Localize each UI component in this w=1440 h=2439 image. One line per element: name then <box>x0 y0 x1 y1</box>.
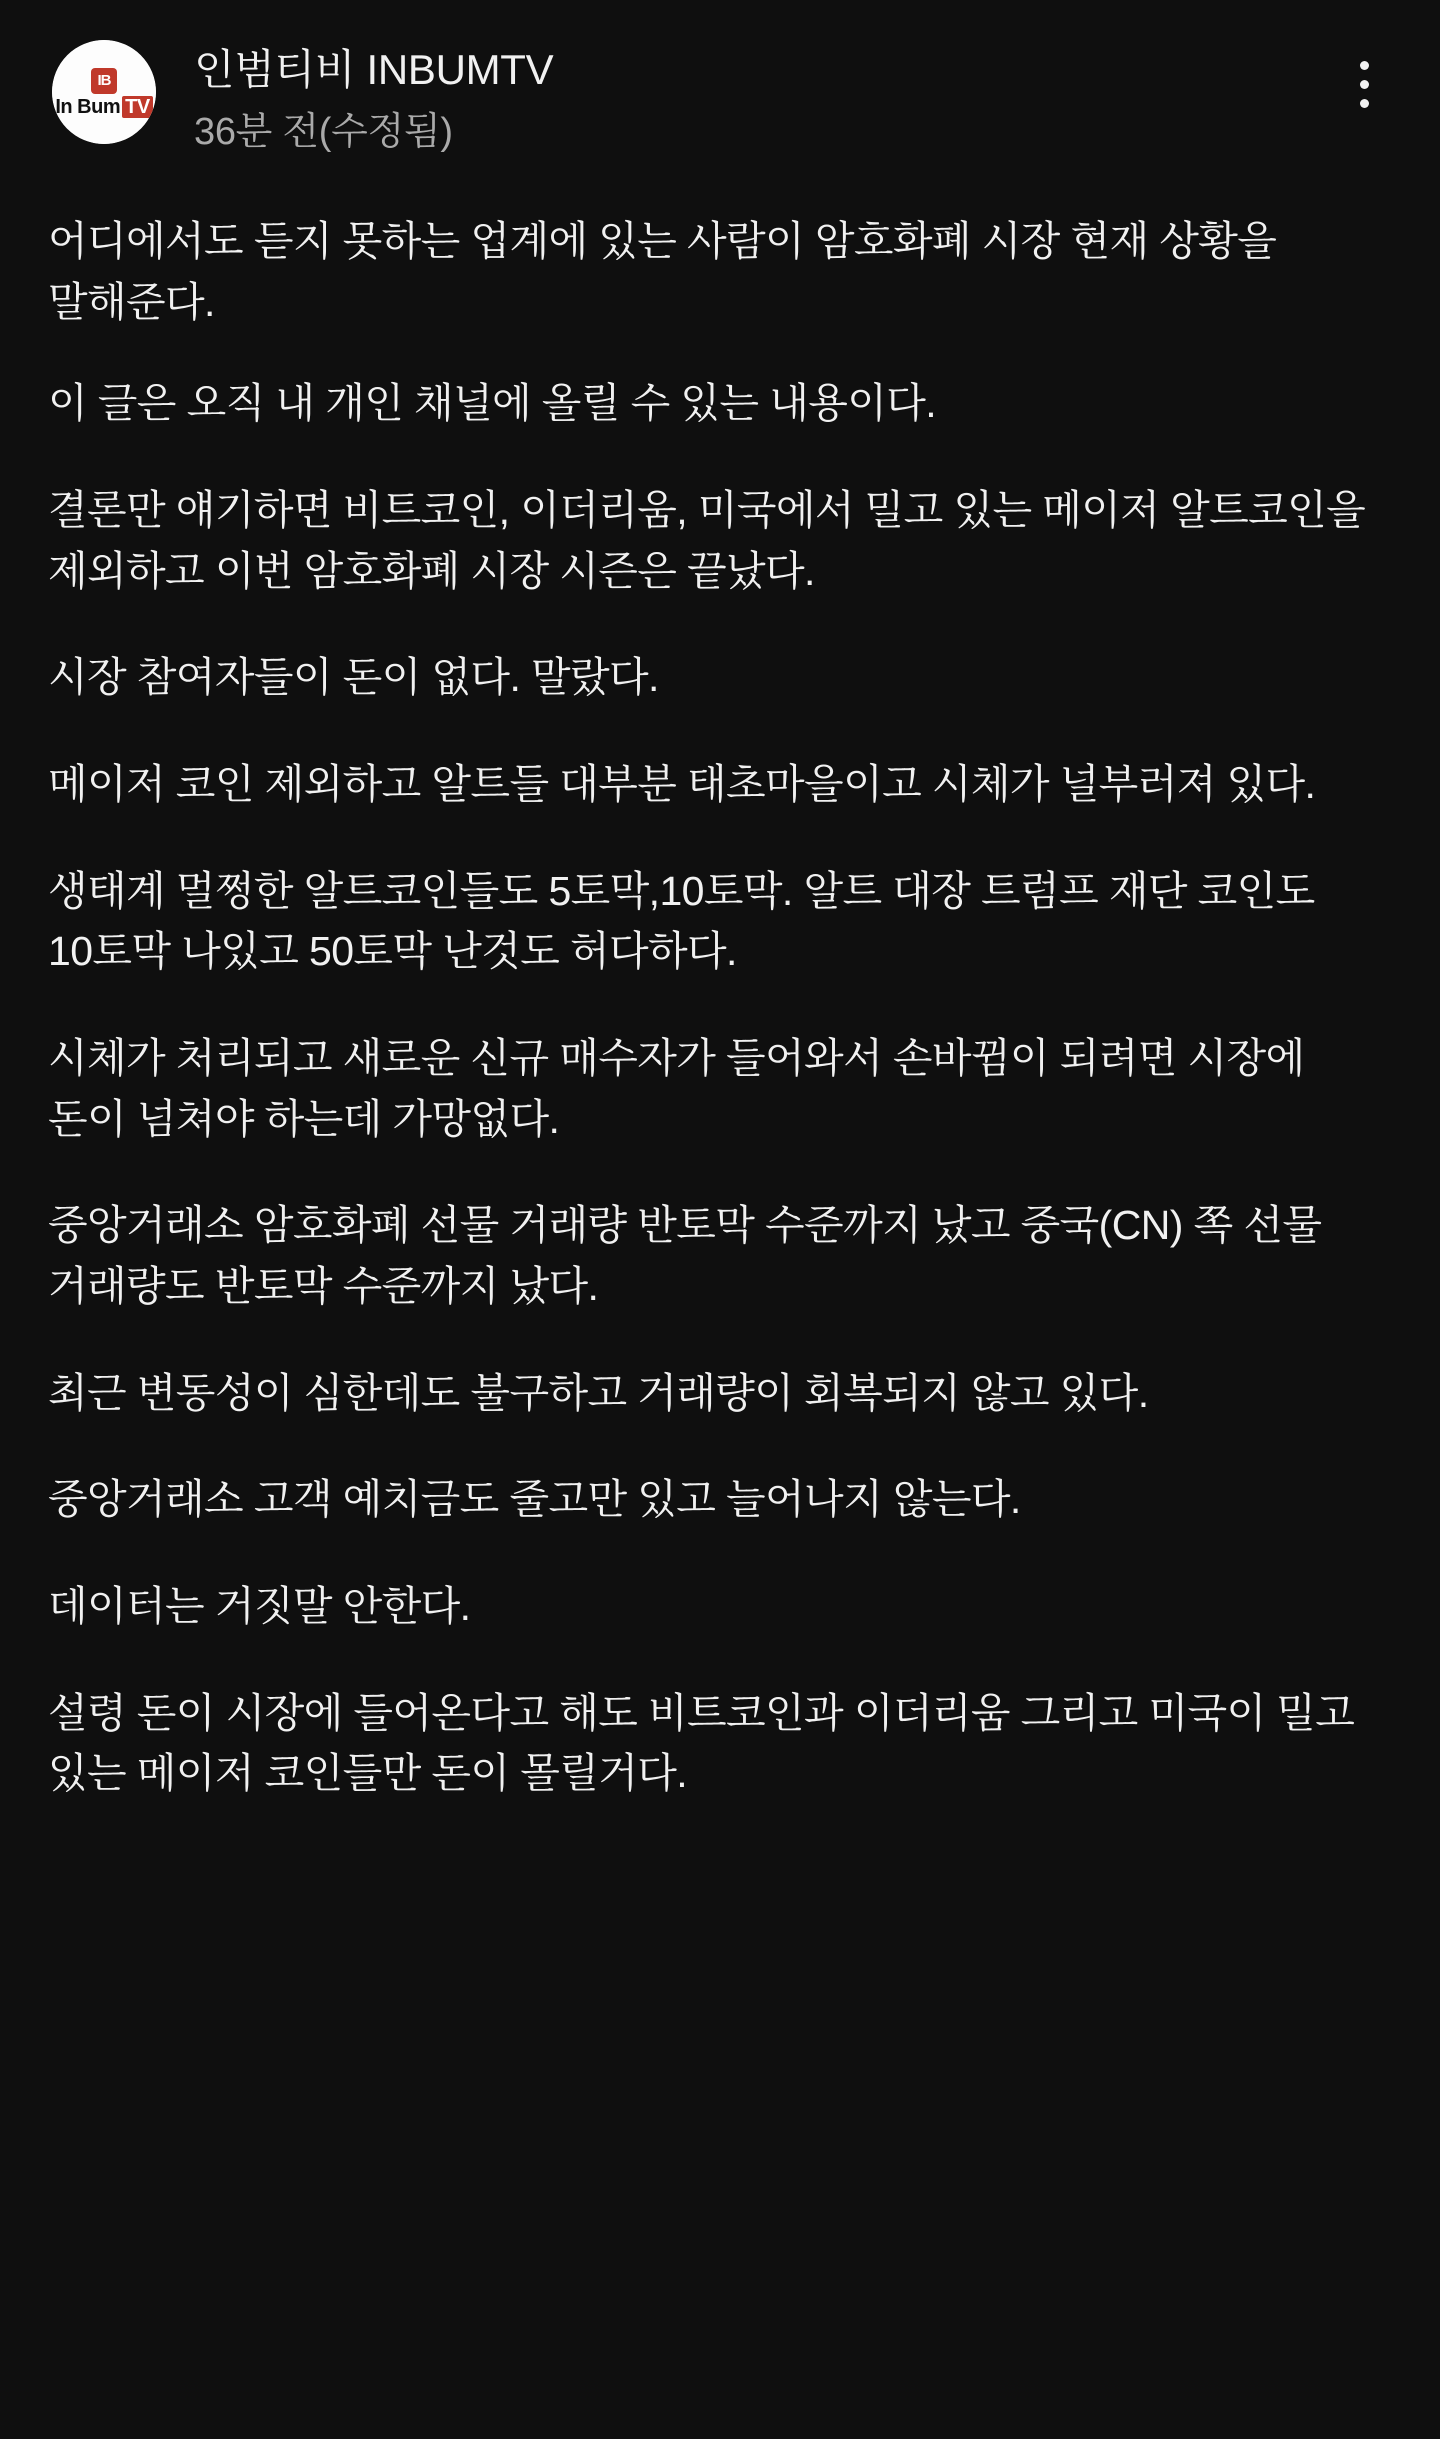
kebab-dot-1 <box>1360 61 1369 70</box>
post-paragraph: 중앙거래소 암호화폐 선물 거래량 반토막 수준까지 났고 중국(CN) 쪽 선물 거래량도 반토막 수준까지 났다. <box>48 1202 1333 1310</box>
avatar-badge-row <box>91 68 117 94</box>
avatar-logo <box>52 40 156 144</box>
post-paragraph: 데이터는 거짓말 안한다. <box>48 1583 471 1630</box>
kebab-dot-2 <box>1360 80 1369 89</box>
post-paragraph: 생태계 멀쩡한 알트코인들도 5토막,10토막. 알트 대장 트럼프 재단 코인도 10토막 나있고 50토막 난것도 허다하다. <box>48 867 1326 975</box>
avatar[interactable] <box>52 40 156 144</box>
post-paragraph: 중앙거래소 고객 예치금도 줄고만 있고 늘어나지 않는다. <box>48 1476 1021 1523</box>
post-paragraph: 어디에서도 듣지 못하는 업계에 있는 사람이 암호화폐 시장 현재 상황을 말해준다. <box>48 218 1288 325</box>
avatar-wordmark <box>55 97 152 117</box>
avatar-wordmark-main: In Bum <box>55 95 121 118</box>
channel-name[interactable]: 인범티비 INBUMTV <box>194 46 554 93</box>
post-timestamp: 36분 전(수정됨) <box>194 110 453 153</box>
post-paragraph: 이 글은 오직 내 개인 채널에 올릴 수 있는 내용이다. <box>48 380 937 427</box>
kebab-menu-icon[interactable] <box>1332 38 1396 128</box>
post-paragraph: 설령 돈이 시장에 들어온다고 해도 비트코인과 이더리움 그리고 미국이 밀고 있는 메이저 코인들만 돈이 몰릴거다. <box>48 1689 1366 1797</box>
avatar-wordmark-accent: TV <box>122 96 153 118</box>
avatar-badge-icon: IB <box>91 68 117 94</box>
post-paragraph: 메이저 코인 제외하고 알트들 대부분 태초마을이고 시체가 널부러져 있다. <box>48 761 1316 808</box>
post-paragraph: 최근 변동성이 심한데도 불구하고 거래량이 회복되지 않고 있다. <box>48 1369 1149 1416</box>
post-paragraph: 결론만 얘기하면 비트코인, 이더리움, 미국에서 밀고 있는 메이저 알트코인을 제외하고 이번 암호화폐 시장 시즌은 끝났다. <box>48 487 1376 594</box>
post-paragraph: 시장 참여자들이 돈이 없다. 말랐다. <box>48 654 659 701</box>
post-body <box>0 211 1440 1905</box>
post-paragraph: 시체가 처리되고 새로운 신규 매수자가 들어와서 손바뀜이 되려면 시장에 돈이 넘쳐야 하는데 가망없다. <box>48 1035 1316 1142</box>
post-header <box>0 0 1440 170</box>
kebab-dot-3 <box>1360 99 1369 108</box>
post-header-text <box>194 38 1332 156</box>
